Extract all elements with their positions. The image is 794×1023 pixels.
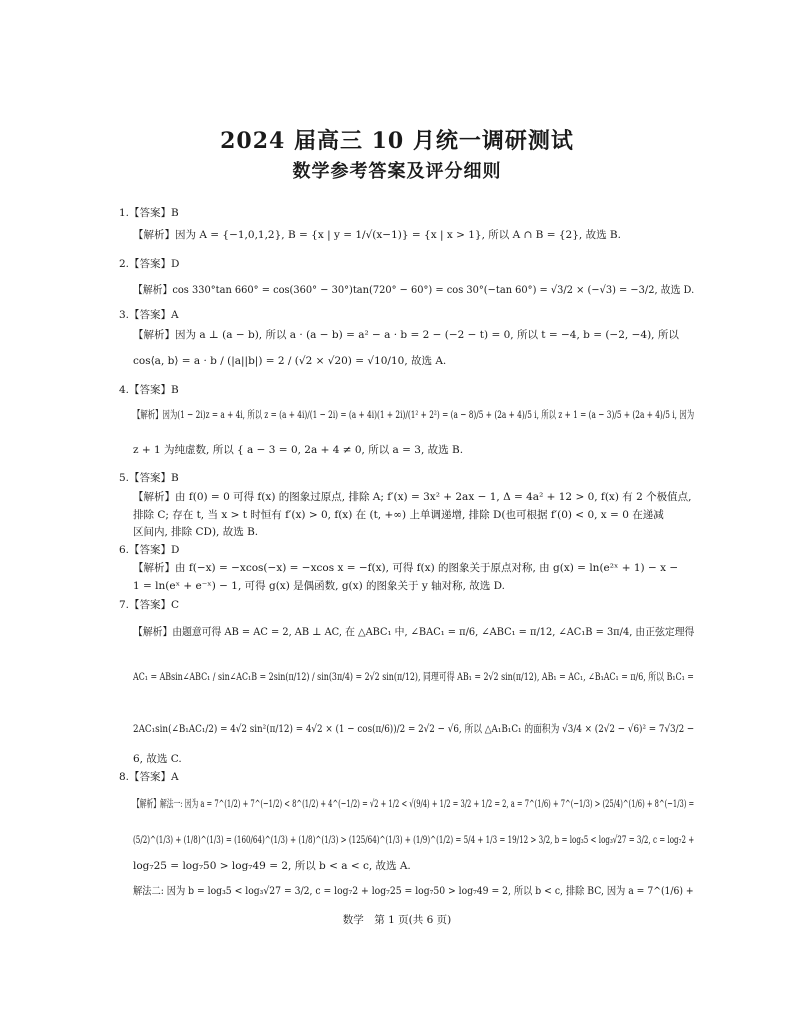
- document-subtitle: 数学参考答案及评分细则: [292, 161, 502, 182]
- solution-5-line: 区间内, 排除 CD), 故选 B.: [133, 526, 259, 538]
- solution-5-line: 排除 C; 存在 t, 当 x > t 时恒有 f′(x) > 0, f(x) 在 (t, +∞) 上单调递增, 排除 D(也可根据 f′(0) < 0, x = 0 在递减: [133, 509, 664, 521]
- solution-7-line: 6, 故选 C.: [133, 753, 182, 765]
- answer-6-label: 6.【答案】D: [119, 544, 180, 556]
- solution-8-line: 解法二: 因为 b = log₃5 < log₃√27 = 3/2, c = log₇2 + log₇25 = log₇50 > log₇49 = 2, 所以 b < c, 排除 BC, 因为 a = 7^(1/6) +: [133, 885, 694, 897]
- answer-2-label: 2.【答案】D: [119, 258, 180, 270]
- solution-2-line: 【解析】cos 330°tan 660° = cos(360° − 30°)tan(720° − 60°) = cos 30°(−tan 60°) = √3/2 × (−√3) = −3/2, 故选 D.: [133, 284, 695, 296]
- solution-8-line: (5/2)^(1/3) + (1/8)^(1/3) = (160/64)^(1/3) + (1/8)^(1/3) > (125/64)^(1/3) + (1/9)^(1/2) = 5/4 + 1/3 = 19/12 > 3/2, b = log₃5 < log₃√27 = 3/2, c = log₇2 +: [133, 834, 695, 846]
- solution-6-line: 1 = ln(eˣ + e⁻ˣ) − 1, 可得 g(x) 是偶函数, g(x) 的图象关于 y 轴对称, 故选 D.: [133, 580, 506, 592]
- answer-1-label: 1.【答案】B: [119, 207, 179, 219]
- solution-5-line: 【解析】由 f(0) = 0 可得 f(x) 的图象过原点, 排除 A; f′(x) = 3x² + 2ax − 1, Δ = 4a² + 12 > 0, f(x) 有 2 个极值点,: [133, 491, 692, 503]
- answer-8-label: 8.【答案】A: [119, 771, 179, 783]
- solution-7-line: 【解析】由题意可得 AB = AC = 2, AB ⊥ AC, 在 △ABC₁ 中, ∠BAC₁ = π/6, ∠ABC₁ = π/12, ∠AC₁B = 3π/4, 由正弦定理得: [133, 626, 695, 638]
- solution-3-line: cos⟨a, b⟩ = a · b / (|a||b|) = 2 / (√2 × √20) = √10/10, 故选 A.: [133, 355, 447, 367]
- solution-4-line: 【解析】因为(1 − 2i)z = a + 4i, 所以 z = (a + 4i)/(1 − 2i) = (a + 4i)(1 + 2i)/(1² + 2²) = (a − 8)/5 + (2a + 4)/5 i, 所以 z + 1 = (a − 3)/5 + (2a + 4)/5 i, 因为: [133, 409, 695, 421]
- document-title: 2024 届高三 10 月统一调研测试: [220, 128, 574, 154]
- answer-5-label: 5.【答案】B: [119, 472, 179, 484]
- solution-8-line: log₇25 = log₇50 > log₇49 = 2, 所以 b < a < c, 故选 A.: [133, 860, 411, 872]
- solution-7-line: AC₁ = ABsin∠ABC₁ / sin∠AC₁B = 2sin(π/12) / sin(3π/4) = 2√2 sin(π/12), 同理可得 AB₁ = 2√2 sin(π/12), AB₁ = AC₁, ∠B₁AC₁ = π/6, 所以 B₁C₁ =: [133, 671, 694, 683]
- answer-7-label: 7.【答案】C: [119, 599, 180, 611]
- solution-1-line: 【解析】因为 A = {−1,0,1,2}, B = {x | y = 1/√(x−1)} = {x | x > 1}, 所以 A ∩ B = {2}, 故选 B.: [133, 229, 621, 241]
- answer-3-label: 3.【答案】A: [119, 309, 179, 321]
- solution-7-line: 2AC₁sin(∠B₁AC₁/2) = 4√2 sin²(π/12) = 4√2 × (1 − cos(π/6))/2 = 2√2 − √6, 所以 △A₁B₁C₁ 的面积为 √3/4 × (2√2 − √6)² = 7√3/2 −: [133, 723, 695, 735]
- solution-4-line: z + 1 为纯虚数, 所以 { a − 3 = 0, 2a + 4 ≠ 0, 所以 a = 3, 故选 B.: [133, 444, 464, 456]
- solution-3-line: 【解析】因为 a ⊥ (a − b), 所以 a · (a − b) = a² − a · b = 2 − (−2 − t) = 0, 所以 t = −4, b = (−2, −4), 所以: [133, 329, 679, 341]
- solution-8-line: 【解析】解法一: 因为 a = 7^(1/2) + 7^(−1/2) < 8^(1/2) + 4^(−1/2) = √2 + 1/2 < √(9/4) + 1/2 = 3/2 + 1/2 = 2, a = 7^(1/6) + 7^(−1/3) > (25/4)^(1/6) + 8^(−1/3) =: [133, 798, 695, 810]
- page-footer: 数学 第 1 页(共 6 页): [342, 914, 452, 926]
- solution-6-line: 【解析】由 f(−x) = −xcos(−x) = −xcos x = −f(x), 可得 f(x) 的图象关于原点对称, 由 g(x) = ln(e²ˣ + 1) − x −: [133, 562, 679, 574]
- answer-4-label: 4.【答案】B: [119, 384, 179, 396]
